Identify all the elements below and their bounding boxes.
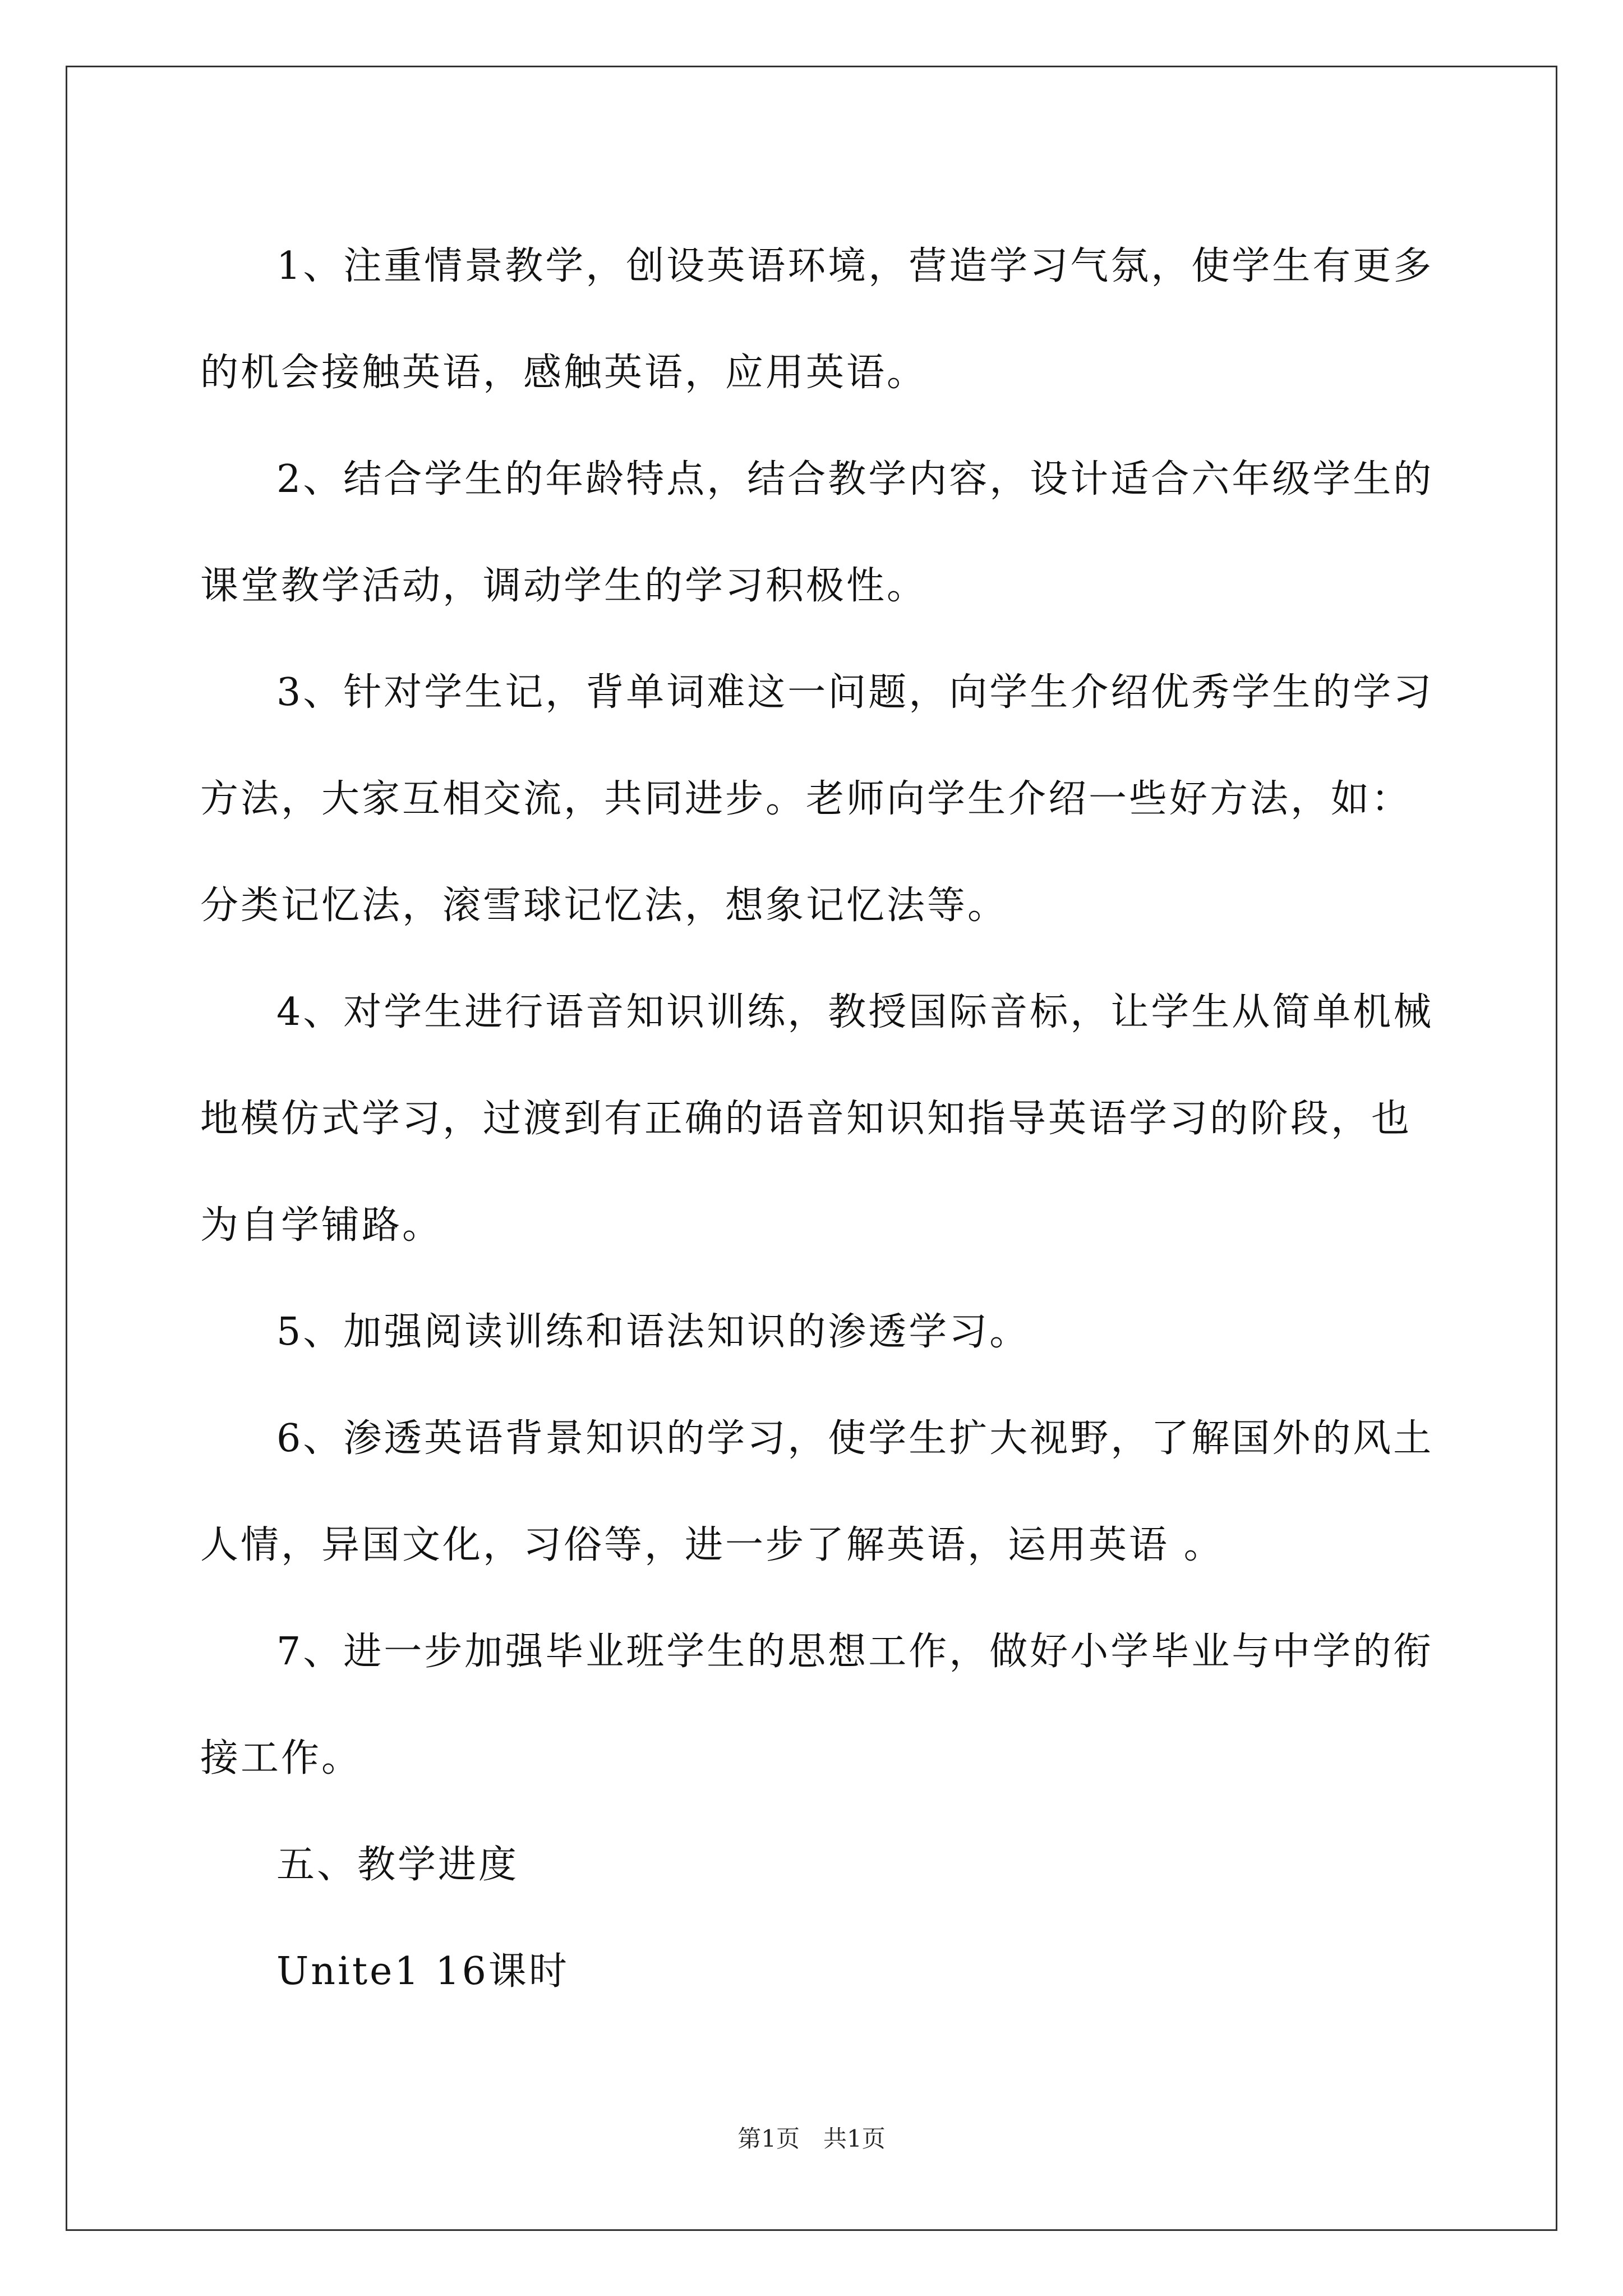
section-heading bbox=[200, 1812, 1434, 1918]
paragraph-line: 人情，异国文化，习俗等，进一步了解英语，运用英语 。 bbox=[200, 1523, 1224, 1567]
paragraph-4 bbox=[200, 959, 1434, 1279]
paragraph-1 bbox=[200, 213, 1434, 426]
paragraph-line: 5、加强阅读训练和语法知识的渗透学习。 bbox=[276, 1310, 1030, 1354]
section-heading-text: 五、教学进度 bbox=[276, 1843, 519, 1887]
page-footer: 第1页 共1页 bbox=[737, 2125, 886, 2152]
paragraph-line: 方法，大家互相交流，共同进步。老师向学生介绍一些好方法，如： bbox=[200, 777, 1412, 821]
paragraph-line: 1、注重情景教学，创设英语环境，营造学习气氛，使学生有更多 bbox=[276, 244, 1434, 288]
paragraph-line: 分类记忆法，滚雪球记忆法，想象记忆法等。 bbox=[200, 884, 1008, 928]
paragraph-6 bbox=[200, 1386, 1434, 1599]
schedule-item-text: Unite1 16课时 bbox=[276, 1949, 569, 1994]
paragraph-line: 7、进一步加强毕业班学生的思想工作，做好小学毕业与中学的衔 bbox=[276, 1630, 1434, 1674]
paragraph-3 bbox=[200, 639, 1434, 959]
paragraph-line: 课堂教学活动，调动学生的学习积极性。 bbox=[200, 564, 928, 608]
paragraph-2 bbox=[200, 426, 1434, 639]
paragraph-line: 3、针对学生记，背单词难这一问题，向学生介绍优秀学生的学习 bbox=[276, 670, 1434, 715]
paragraph-5 bbox=[200, 1279, 1434, 1386]
paragraph-line: 6、渗透英语背景知识的学习，使学生扩大视野，了解国外的风土 bbox=[276, 1416, 1434, 1461]
paragraph-line: 为自学铺路。 bbox=[200, 1203, 443, 1248]
paragraph-7 bbox=[200, 1599, 1434, 1812]
paragraph-line: 2、结合学生的年龄特点，结合教学内容，设计适合六年级学生的 bbox=[276, 457, 1434, 501]
paragraph-line: 的机会接触英语，感触英语，应用英语。 bbox=[200, 351, 928, 395]
document-body bbox=[200, 213, 1434, 2025]
paragraph-line: 接工作。 bbox=[200, 1736, 362, 1780]
paragraph-line: 地模仿式学习，过渡到有正确的语音知识知指导英语学习的阶段，也 bbox=[200, 1097, 1412, 1141]
schedule-item bbox=[200, 1918, 1434, 2025]
paragraph-line: 4、对学生进行语音知识训练，教授国际音标，让学生从简单机械 bbox=[276, 990, 1434, 1034]
